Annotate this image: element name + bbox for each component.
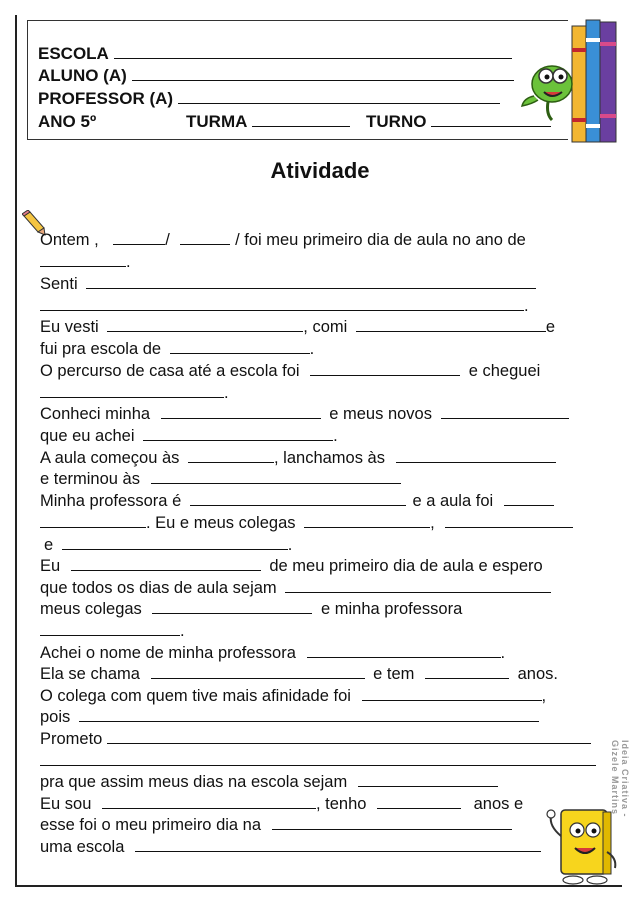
line-28 — [40, 815, 512, 835]
text-novos: e meus novos — [329, 405, 432, 423]
text-anos-e: anos e — [473, 795, 524, 813]
line-16 — [40, 556, 543, 576]
line-3 — [40, 274, 536, 294]
blank-thought[interactable] — [143, 426, 333, 441]
blank-class-was-2[interactable] — [40, 513, 146, 528]
text-slash: / — [165, 231, 170, 249]
class-field — [186, 112, 350, 132]
blank-because[interactable] — [79, 707, 539, 722]
line-11 — [40, 448, 556, 468]
line-29 — [40, 837, 541, 857]
text-period: . — [224, 384, 229, 402]
blank-felt-2[interactable] — [40, 296, 524, 311]
text-achei-nome: Achei o nome de minha professora — [40, 644, 296, 662]
line-19 — [40, 621, 185, 641]
text-eu: Eu — [40, 557, 61, 575]
text-aula-comecou: A aula começou às — [40, 449, 180, 467]
class-label: TURMA — [186, 112, 248, 131]
student-label: ALUNO (A) — [38, 66, 127, 85]
text-primeiro-dia-na: esse foi o meu primeiro dia na — [40, 816, 262, 834]
year-label: ANO 5º — [38, 112, 97, 131]
text-espero: de meu primeiro dia de aula e espero — [269, 557, 543, 575]
blank-a-school[interactable] — [135, 837, 541, 852]
blank-felt[interactable] — [86, 274, 536, 289]
text-todos-os-dias: que todos os dias de aula sejam — [40, 579, 277, 597]
watermark: Ideia Criativa - Gizele Martins — [610, 740, 630, 818]
blank-wore[interactable] — [107, 317, 303, 332]
text-dias-na-escola: pra que assim meus dias na escola sejam — [40, 773, 348, 791]
text-aula-foi: e a aula foi — [412, 492, 494, 510]
text-comma: , — [430, 514, 435, 532]
blank-new[interactable] — [441, 404, 569, 419]
line-15 — [40, 535, 292, 555]
student-field — [38, 66, 514, 86]
blank-my-teacher[interactable] — [40, 621, 180, 636]
blank-school-days[interactable] — [358, 772, 498, 787]
text-e-tem: e tem — [373, 665, 415, 683]
text-achei: que eu achei — [40, 427, 135, 445]
line-27 — [40, 794, 523, 814]
text-e: e — [545, 318, 556, 336]
text-first-day: / foi meu primeiro dia de aula no ano de — [235, 231, 526, 249]
line-21 — [40, 664, 558, 684]
text-comma: , — [541, 687, 547, 705]
text-eu-sou: Eu sou — [40, 795, 92, 813]
blank-my-age[interactable] — [377, 794, 461, 809]
blank-snack-time[interactable] — [396, 448, 556, 463]
blank-classmates-1[interactable] — [304, 513, 430, 528]
text-period: . — [500, 644, 506, 662]
teacher-field — [38, 89, 500, 109]
text-professora-e: Minha professora é — [40, 492, 182, 510]
line-6 — [40, 339, 314, 359]
blank-start-time[interactable] — [188, 448, 274, 463]
text-period: . — [126, 253, 131, 271]
text-period: . — [333, 427, 338, 445]
line-13 — [40, 491, 554, 511]
teacher-blank[interactable] — [178, 89, 500, 104]
text-eu-e-colegas: . Eu e meus colegas — [146, 514, 296, 532]
blank-teacher-is[interactable] — [190, 491, 406, 506]
text-period: . — [524, 297, 529, 315]
line-17 — [40, 578, 551, 598]
blank-route[interactable] — [310, 361, 460, 376]
blank-my-classmates[interactable] — [152, 599, 312, 614]
text-comi: , comi — [303, 318, 348, 336]
blank-days-be[interactable] — [285, 578, 551, 593]
text-colega-afinidade: O colega com quem tive mais afinidade foi — [40, 687, 351, 705]
line-8 — [40, 383, 229, 403]
blank-and[interactable] — [62, 535, 288, 550]
text-percurso: O percurso de casa até a escola foi — [40, 362, 300, 380]
text-period: . — [287, 536, 293, 554]
blank-ate[interactable] — [356, 317, 546, 332]
line-4 — [40, 296, 529, 316]
text-fui-pra-escola: fui pra escola de — [40, 340, 162, 358]
school-field — [38, 44, 512, 64]
line-22 — [40, 686, 546, 706]
school-label: ESCOLA — [38, 44, 109, 63]
line-26 — [40, 772, 498, 792]
text-period: . — [180, 622, 185, 640]
line-12 — [40, 469, 401, 489]
blank-classmate[interactable] — [362, 686, 542, 701]
line-14 — [40, 513, 573, 533]
text-ontem: Ontem , — [40, 231, 99, 249]
line-9 — [40, 404, 569, 424]
teacher-label: PROFESSOR (A) — [38, 89, 174, 108]
text-ela-se-chama: Ela se chama — [40, 665, 140, 683]
blank-transport[interactable] — [170, 339, 310, 354]
line-7 — [40, 361, 540, 381]
book-character-icon — [545, 796, 620, 886]
text-pois: pois — [40, 708, 71, 726]
text-e: e — [44, 536, 54, 554]
blank-end-time[interactable] — [151, 469, 401, 484]
blank-i-am[interactable] — [102, 794, 316, 809]
text-uma-escola: uma escola — [40, 838, 125, 856]
line-18 — [40, 599, 462, 619]
frog-mascot-icon — [518, 54, 578, 124]
text-tenho: , tenho — [315, 795, 367, 813]
blank-arrived[interactable] — [40, 383, 224, 398]
blank-teacher-age[interactable] — [425, 664, 509, 679]
line-10 — [40, 426, 338, 446]
blank-year[interactable] — [40, 252, 126, 267]
text-conheci: Conheci minha — [40, 405, 151, 423]
blank-name-thought[interactable] — [307, 643, 501, 658]
blank-promise-2[interactable] — [40, 751, 596, 766]
blank-day[interactable] — [113, 230, 165, 245]
year-field — [38, 112, 96, 132]
line-2 — [40, 252, 131, 272]
blank-promise[interactable] — [107, 729, 591, 744]
line-23 — [40, 707, 539, 727]
text-anos: anos. — [517, 665, 558, 683]
blank-teacher-name[interactable] — [151, 664, 365, 679]
line-24 — [40, 729, 591, 749]
student-blank[interactable] — [132, 66, 514, 81]
text-terminou: e terminou às — [40, 470, 140, 488]
line-25 — [40, 751, 596, 771]
text-lanchamos: , lanchamos às — [274, 449, 385, 467]
text-eu-vesti: Eu vesti — [40, 318, 99, 336]
school-blank[interactable] — [114, 44, 512, 59]
text-meus-colegas: meus colegas — [40, 600, 142, 618]
class-blank[interactable] — [252, 112, 350, 127]
page-title: Atividade — [270, 158, 370, 183]
blank-class-was[interactable] — [504, 491, 554, 506]
blank-i-felt[interactable] — [71, 556, 261, 571]
text-prometo: Prometo — [40, 730, 103, 748]
blank-month[interactable] — [180, 230, 230, 245]
text-senti: Senti — [40, 275, 78, 293]
text-period: . — [309, 340, 315, 358]
text-cheguei: e cheguei — [468, 362, 541, 380]
text-minha-professora: e minha professora — [321, 600, 463, 618]
blank-first-day-at[interactable] — [272, 815, 512, 830]
line-5 — [40, 317, 555, 337]
line-1 — [40, 230, 526, 250]
blank-met[interactable] — [161, 404, 321, 419]
shift-label: TURNO — [366, 112, 427, 131]
line-20 — [40, 643, 505, 663]
blank-classmates-2[interactable] — [445, 513, 573, 528]
